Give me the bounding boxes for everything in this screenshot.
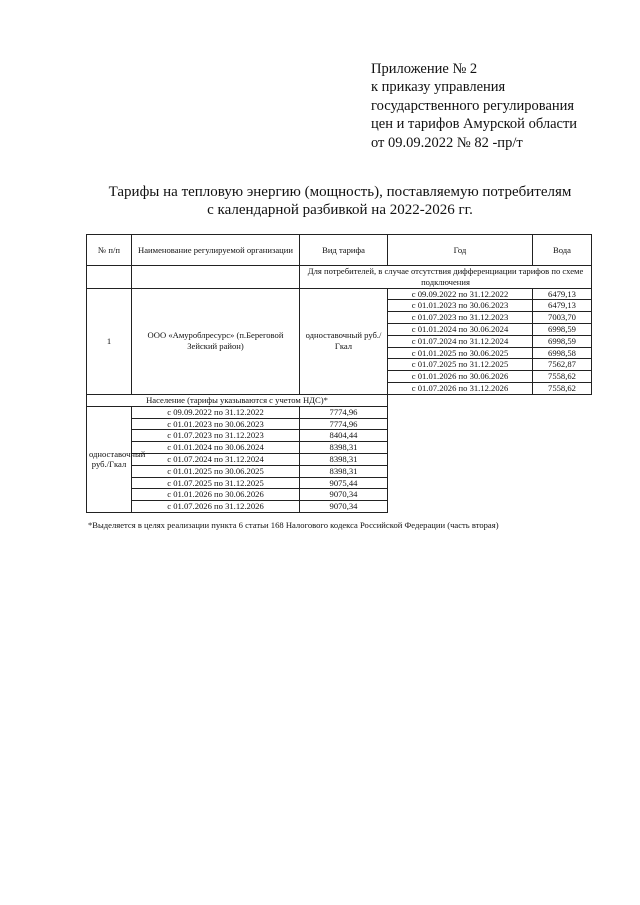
header-line: к приказу управления (371, 79, 506, 96)
period-cell: с 01.07.2024 по 31.12.2024 (388, 335, 533, 347)
period-cell: с 01.01.2026 по 30.06.2026 (132, 489, 300, 501)
water-value-cell: 8398,31 (300, 453, 388, 465)
water-value-cell: 7003,70 (533, 312, 592, 324)
table-row (87, 418, 592, 430)
tariff-type-group2: одноставочный руб./Гкал (87, 406, 132, 512)
col-header-num: № п/п (87, 235, 132, 266)
header-line: государственного регулирования (371, 97, 575, 114)
period-cell: с 09.09.2022 по 31.12.2022 (132, 406, 300, 418)
period-cell: с 01.07.2025 по 31.12.2025 (132, 477, 300, 489)
period-cell: с 01.07.2026 по 31.12.2026 (388, 382, 533, 394)
period-cell: с 01.07.2023 по 31.12.2023 (388, 312, 533, 324)
document-title (60, 183, 620, 219)
group1-label: Для потребителей, в случае отсутствия дифференциации тарифов по схеме подключения (300, 266, 592, 289)
period-cell: с 01.01.2025 по 30.06.2025 (388, 347, 533, 359)
table-row (87, 501, 592, 513)
period-cell: с 01.07.2024 по 31.12.2024 (132, 453, 300, 465)
period-cell: с 01.01.2025 по 30.06.2025 (132, 465, 300, 477)
period-cell: с 01.01.2024 по 30.06.2024 (388, 323, 533, 335)
water-value-cell: 7558,62 (533, 371, 592, 383)
water-value-cell: 6998,59 (533, 335, 592, 347)
period-cell: с 01.07.2026 по 31.12.2026 (132, 501, 300, 513)
table-row (87, 430, 592, 442)
title-line-1: Тарифы на тепловую энергию (мощность), поставляемую потребителям (108, 184, 572, 200)
water-value-cell: 7562,87 (533, 359, 592, 371)
table-row (87, 453, 592, 465)
table-row (87, 442, 592, 454)
appendix-header (371, 60, 631, 152)
period-cell: с 01.01.2023 по 30.06.2023 (132, 418, 300, 430)
title-line-2: с календарной разбивкой на 2022-2026 гг. (207, 202, 473, 218)
col-header-type: Вид тарифа (300, 235, 388, 266)
period-cell: с 01.01.2023 по 30.06.2023 (388, 300, 533, 312)
water-value-cell: 9075,44 (300, 477, 388, 489)
col-header-year: Год (388, 235, 533, 266)
water-value-cell: 6479,13 (533, 300, 592, 312)
table-row (87, 406, 592, 418)
tariff-table (86, 234, 592, 513)
period-cell: с 09.09.2022 по 31.12.2022 (388, 288, 533, 300)
water-value-cell: 9070,34 (300, 501, 388, 513)
water-value-cell: 6479,13 (533, 288, 592, 300)
period-cell: с 01.07.2023 по 31.12.2023 (132, 430, 300, 442)
table-row (87, 465, 592, 477)
period-cell: с 01.01.2026 по 30.06.2026 (388, 371, 533, 383)
group2-heading-row (87, 394, 592, 406)
table-row (87, 288, 592, 300)
group2-label: Население (тарифы указываются с учетом НДС)* (87, 394, 388, 406)
col-header-water: Вода (533, 235, 592, 266)
col-header-org: Наименование регулируемой организации (132, 235, 300, 266)
water-value-cell: 6998,58 (533, 347, 592, 359)
header-line: от 09.09.2022 № 82 -пр/т (371, 134, 523, 151)
period-cell: с 01.07.2025 по 31.12.2025 (388, 359, 533, 371)
organization-name: ООО «Амуроблресурс» (п.Береговой Зейский район) (132, 288, 300, 394)
water-value-cell: 7558,62 (533, 382, 592, 394)
tariff-type-group1: одноставочный руб./Гкал (300, 288, 388, 394)
water-value-cell: 7774,96 (300, 406, 388, 418)
water-value-cell: 7774,96 (300, 418, 388, 430)
water-value-cell: 9070,34 (300, 489, 388, 501)
group2-rows (87, 406, 592, 512)
water-value-cell: 8404,44 (300, 430, 388, 442)
footnote: *Выделяется в целях реализации пункта 6 статьи 168 Налогового кодекса Российской Федерации (часть вторая) (88, 520, 499, 530)
row-number: 1 (87, 288, 132, 394)
header-line: Приложение № 2 (371, 61, 478, 77)
group1-rows (87, 288, 592, 394)
water-value-cell: 6998,59 (533, 323, 592, 335)
table-row (87, 477, 592, 489)
period-cell: с 01.01.2024 по 30.06.2024 (132, 442, 300, 454)
table-row (87, 489, 592, 501)
header-line: цен и тарифов Амурской области (371, 116, 578, 133)
group1-heading-row (87, 266, 592, 289)
water-value-cell: 8398,31 (300, 465, 388, 477)
water-value-cell: 8398,31 (300, 442, 388, 454)
table-header-row (87, 235, 592, 266)
